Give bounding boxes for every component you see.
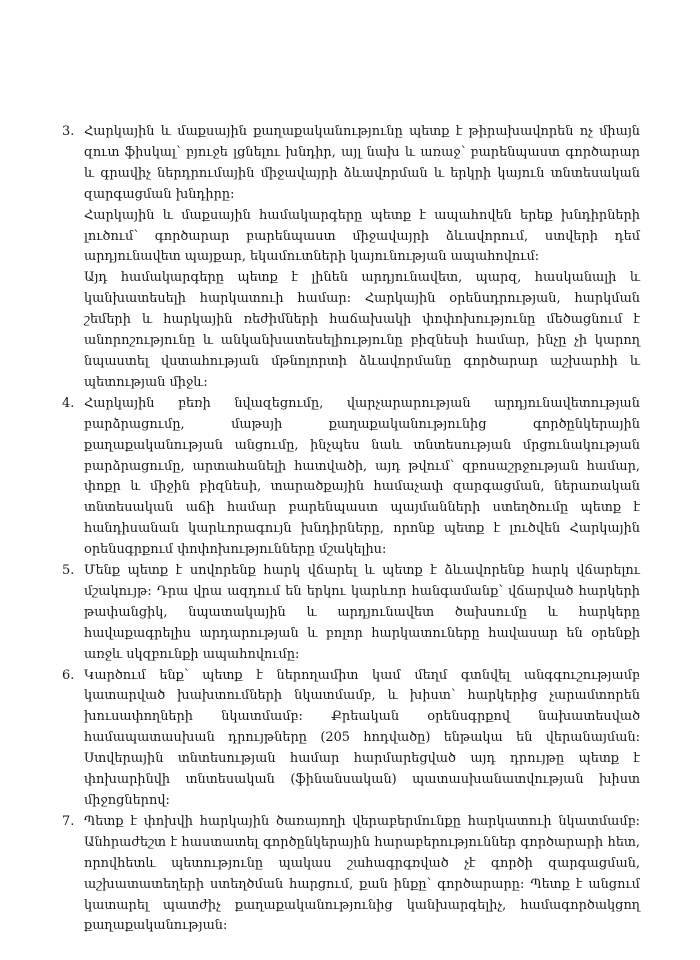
list-item bbox=[62, 122, 640, 394]
paragraph: Կարծում ենք՝ պետք է ներողամիտ կամ մեղմ գտնվել անգգուշությամբ կատարված խախտումների նկատմամբ, և խիստ՝ հարկերից չարամտորեն խուսափողների նկատմամբ: Քրեական օրենսգրքով նախատեսված համապատասխան դրույթները (205 հոդվածը) ենթակա են վերանայման: Ստվերային տնտեսության համար հարմարեցված այդ դրույթը պետք է փոխարինվի տնտեսական (ֆինանսական) պատասխանատվության խիստ միջոցներով: bbox=[84, 667, 640, 808]
paragraph: Հարկային բեռի նվազեցումը, վարչարարության արդյունավետության բարձրացումը, մաթսյի քաղաքականությունից գործընկերային քաղաքականության անցումը, ինչպես նաև տնտեսության մրցունակության բարձրացումը, արտահանելի հատվածի, այդ թվում՝ զբոսաշրջության համար, փոքր և միջին բիզնեսի, տարածքային համաչափ զարգացման, ներառական տնտեսական աճի համար բարենպաստ պայմանների ստեղծումը պետք է հանդիսանան կարևորագույն խնդիրները, որոնք պետք է լուծվեն Հարկային օրենսգրքում փոփոխությունները մշակելիս: bbox=[84, 395, 640, 558]
item-number: 7. bbox=[62, 813, 75, 829]
list-item bbox=[62, 561, 640, 666]
paragraph: Այդ համակարգերը պետք է լինեն արդյունավետ, պարզ, հասկանալի և կանխատեսելի հարկատուի համար: Հարկային օրենսդրության, հարկման շեմերի և հարկային ռեժիմների հաճախակի փոփոխությունը մեծացնում է անորոշությունը և անկանխատեսելիությունը բիզնեսի համար, ինչը չի կարող նպաստել վստահության մթնոլորտի ձևավորմանը գործարար աշխարհի և պետության միջև: bbox=[84, 270, 640, 390]
paragraph: Հարկային և մաքսային քաղաքականությունը պետք է թիրախավորեն ոչ միայն զուտ ֆիսկալ՝ բյուջե լցնելու խնդիր, այլ նախ և առաջ՝ բարենպաստ գործարար և գրավիչ ներդրումային միջավայրի ձևավորման և երկրի կայուն տնտեսական զարգացման խնդիրը: bbox=[84, 124, 640, 202]
list-item bbox=[62, 394, 640, 561]
item-number: 6. bbox=[62, 667, 75, 683]
paragraph: Մենք պետք է սովորենք հարկ վճարել և պետք է ձևավորենք հարկ վճարելու մշակույթ: Դրա վրա ազդում են երկու կարևոր հանգամանք՝ վճարված հարկերի թափանցիկ, նպատակային և արդյունավետ ծախսումը և հարկերը հավաքագրելիս արդարության և բոլոր հարկատուները հավասար են օրենքի առջև սկզբունքի ապահովումը: bbox=[84, 563, 640, 662]
item-number: 5. bbox=[62, 563, 75, 579]
paragraph: Հարկային և մաքսային համակարգերը պետք է ապահովեն երեք խնդիրների լուծում՝ գործարար բարենպաստ միջավայրի ձևավորում, ստվերի դեմ արդյունավետ պայքար, եկամուտների կայունության ապահովում: bbox=[84, 207, 640, 265]
item-number: 4. bbox=[62, 395, 75, 411]
item-number: 3. bbox=[62, 124, 75, 139]
list-item bbox=[62, 666, 640, 812]
paragraph: Պետք է փոխվի հարկային ծառայողի վերաբերմունքը հարկատուի նկատմամբ: Անհրաժեշտ է հաստատել գործընկերային հարաբերություններ գործարարի հետ, որովհետև պետությունը պակաս շահագրգռված չէ գործի զարգացման, աշխատատեղերի ստեղծման հարցում, քան ինքը՝ գործարարը: Պետք է անցում կատարել պատժիչ քաղաքականությունից կանխարգելիչ, համագործակցող քաղաքականության: bbox=[84, 813, 640, 934]
list-item bbox=[62, 812, 640, 937]
numbered-list bbox=[62, 122, 640, 937]
